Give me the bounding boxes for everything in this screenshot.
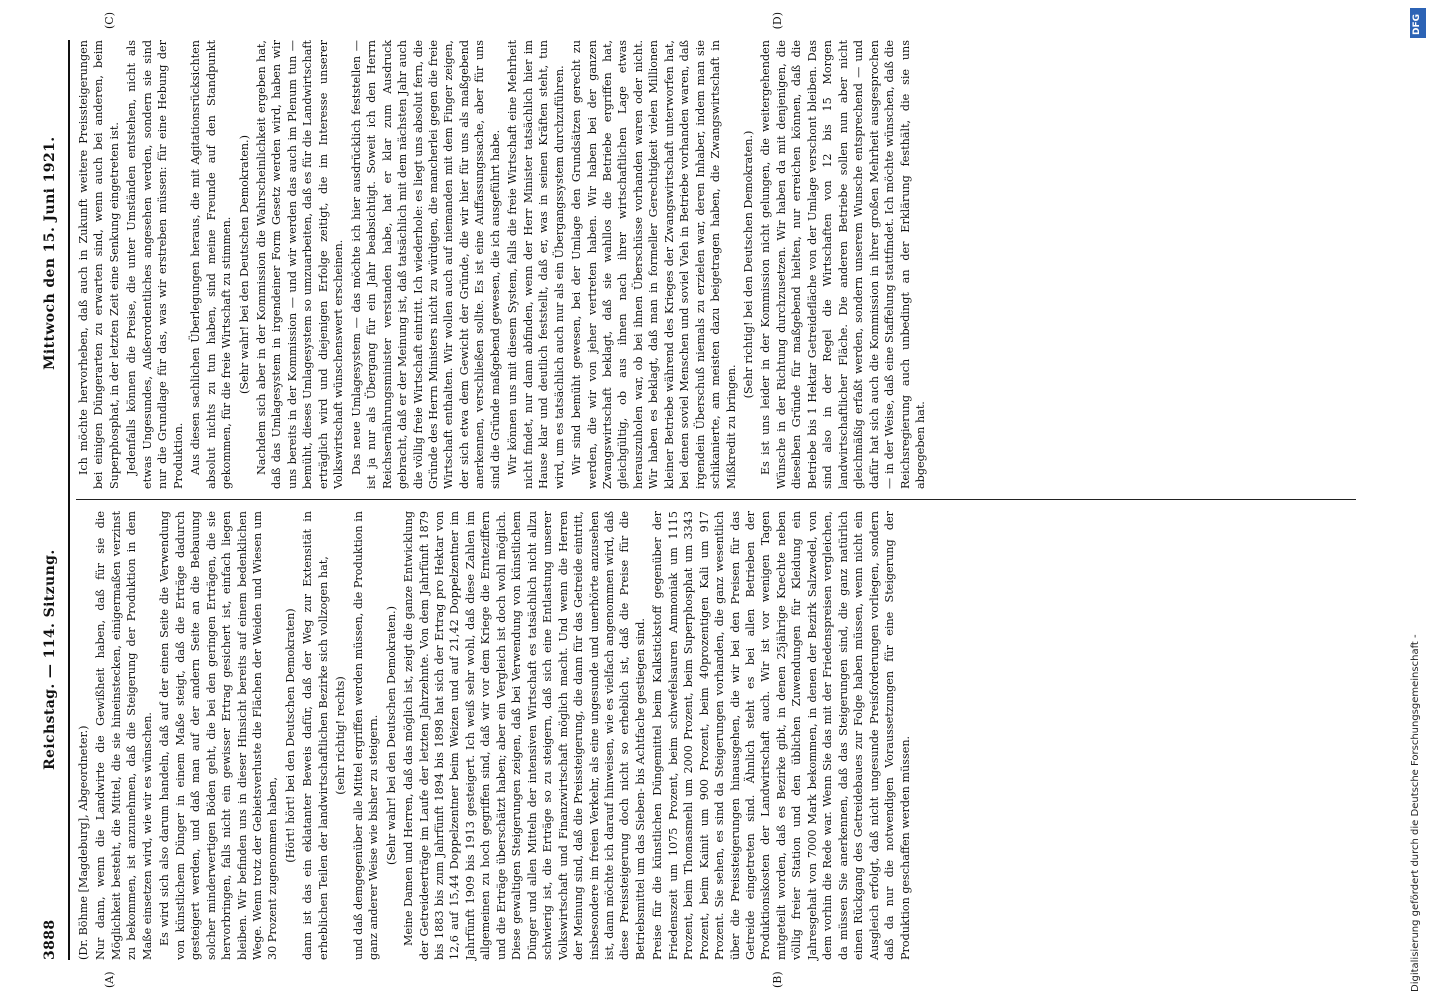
paragraph: Aus diesen sachlichen Überlegungen heraus, die mit Agitationsrücksichten absolut nichts zu tun haben, sind meine Freunde auf den Standpunkt gekommen, für die freie Wirtschaft zu stimmen. — [189, 40, 234, 489]
margin-marker-c: (C) — [103, 12, 116, 29]
left-column — [76, 511, 1356, 988]
digitization-credit — [1408, 8, 1430, 992]
interjection: (Sehr wahr! bei den Deutschen Demokraten.) — [237, 135, 251, 394]
paragraph: dann ist das ein eklatanter Beweis dafür, daß der Weg zur Extensität in erheblichen Teilen der landwirtschaftlichen Bezirke sich vollzogen hat, — [301, 511, 330, 960]
header-date: Mittwoch den 15. Juni 1921. — [42, 136, 58, 370]
paragraph: Wir sind bemüht gewesen, bei der Umlage den Grundsätzen gerecht zu werden, die wir von jeher vertreten haben. Wir haben bei der ganzen Zwangswirtschaft beklagt, daß sie wahllos die Betriebe ergriffen hat, gleichgültig, ob aus ihnen nach ihrer wirtschaftlichen Lage etwas herauszuholen war, ob bei ihnen Überschüsse vorhanden waren oder nicht. Wir haben es beklagt, daß man in formeller Gerechtigkeit vielen Millionen kleiner Betriebe während des Krieges der Zwangswirtschaft unterworfen hat, bei denen soviel Menschen und soviel Vieh in Betriebe vorhanden waren, daß irgendein Überschuß niemals zu erzielen war, deren Inhaber, indem man sie schikanierte, am meisten dazu beigetragen haben, die Zwangswirtschaft in Mißkredit zu bringen. — [570, 40, 738, 489]
credit-text: Digitalisierung gefördert durch die Deutsche Forschungsgemeinschaft - — [1410, 634, 1421, 992]
paragraph: Es wird sich also darum handeln, daß auf der einen Seite die Verwendung von künstlichem Dünger in einem Maße steigt, daß die Erträge dadurch gesteigert werden, und daß man auf der andern Seite an die Bebauung solcher minderwertigen Böden geht, die bei den geringen Erträgen, die sie hervorbringen, falls nicht ein gewisser Ertrag gesichert ist, einfach liegen bleiben. Wir befinden uns in dieser Hinsicht bereits auf einem bedenklichen Wege. Wenn trotz der Gebietsverluste die Flächen der Weiden und Wiesen um 30 Prozent zugenommen haben, — [158, 511, 280, 960]
margin-marker-b: (B) — [771, 971, 784, 988]
paragraph: Es ist uns leider in der Kommission nicht gelungen, die weitergehenden Wünsche in der Richtung durchzusetzen. Wir haben da mit denjenigen, die dieselben Gründe für maßgebend hielten, nur erreichen können, daß die Betriebe bis 1 Hektar Getreidefläche von der Umlage verschont bleiben. Das sind also in der Regel die Wirtschaften von 12 bis 15 Morgen landwirtschaftlicher Fläche. Die anderen Betriebe sollen nun aber nicht gleichmäßig erfaßt werden, sondern unserem Wunsche entsprechend — und dafür hat sich auch die Kommission in ihrer großen Mehrheit ausgesprochen — in der Weise, daß eine Staffelung stattfindet. Ich möchte wünschen, daß die Reichsregierung auch unbedingt an der Erklärung festhält, die sie uns abgegeben hat. — [759, 40, 928, 489]
interjection: (Sehr richtig! bei den Deutschen Demokraten.) — [742, 130, 756, 399]
speaker-line: (Dr. Böhme [Magdeburg], Abgeordneter.) — [77, 725, 90, 960]
header-rule — [68, 40, 70, 960]
paragraph: Meine Damen und Herren, daß das möglich ist, zeigt die ganze Entwicklung der Getreideerträge im Laufe der letzten Jahrzehnte. Von dem Jahrfünft 1879 bis 1883 bis zum Jahrfünft 1894 bis 1898 hat sich der Ertrag pro Hektar von 12,6 auf 15,44 Doppelzentner beim Weizen und auf 21,42 Doppelzentner im Jahrfünft 1909 bis 1913 gesteigert. Ich weiß sehr wohl, daß diese Zahlen im allgemeinen zu hoch gegriffen sind, daß wir vor dem Kriege die Ernteziffern und die Erträge überschätzt haben; aber ein Vergleich ist doch wohl möglich. Diese gewaltigen Steigerungen zeigen, daß bei Verwendung von künstlichem Dünger und allen Mitteln der intensiven Wirtschaft es tatsächlich nicht allzu schwierig ist, die Erträge so zu steigern, daß sich eine Entlastung unserer Volkswirtschaft und Finanzwirtschaft möglich macht. Und wenn die Herren der Meinung sind, daß die Preissteigerung, die dann für das Getreide eintritt, insbesondere im freien Verkehr, als eine ungesunde und unerhörte anzusehen ist, dann möchte ich darauf hinweisen, wie es vielfach angenommen wird, daß diese Preissteigerung doch nicht so erheblich ist, daß die Preise für die Betriebsmittel um das Sieben- bis Achtfache gestiegen sind. — [402, 511, 647, 960]
paragraph: und daß demgegenüber alle Mittel ergriffen werden müssen, die Produktion in ganz anderer Weise wie bisher zu steigern. — [351, 511, 381, 960]
page-header — [42, 40, 64, 960]
paragraph: Wir können uns mit diesem System, falls die freie Wirtschaft eine Mehrheit nicht findet, nur dann abfinden, wenn der Herr Minister tatsächlich hier im Hause klar und deutlich feststellt, daß er, was in seinen Kräften steht, tun wird, um es tatsächlich auch nur als ein Übergangssystem durchzuführen. — [506, 40, 566, 489]
dfg-logo-text: DFG — [1412, 13, 1422, 35]
paragraph: Preise für die künstlichen Düngemittel beim Kalkstickstoff gegenüber der Friedenszeit um 1075 Prozent, beim schwefelsauren Ammoniak um 1115 Prozent, beim Thomasmehl um 2000 Prozent, beim Superphosphat um 3343 Prozent, beim Kainit um 900 Prozent, beim 40prozentigen Kali um 917 Prozent. Sie sehen, es sind da Steigerungen vorhanden, die ganz wesentlich über die Preissteigerungen hinausgehen, die wir bei den Preisen für das Getreide eingetreten sind. Ähnlich steht es bei allen Betrieben der Produktionskosten der Landwirtschaft auch. Wir ist vor wenigen Tagen mitgeteilt worden, daß es Bezirke gibt, in denen 25jährige Knechte neben völlig freier Station und den üblichen Zuwendungen für Kleidung ein Jahresgehalt von 7000 Mark bekommen, in denen der Bezirk Salzwedel, von dem vorhin die Rede war. Wenn Sie das mit der Friedenspreisen vergleichen, da müssen Sie anerkennen, daß das Steigerungen sind, die ganz natürlich einen Rückgang des Getreidebaues zur Folge haben müssen, wenn nicht ein Ausgleich erfolgt, daß nicht ungesunde Preisforderungen vorliegen, sondern daß da nur die notwendigen Voraussetzungen für eine Steigerung der Produktion geschaffen werden müssen. — [651, 511, 912, 960]
column-divider — [76, 500, 1356, 501]
text-columns — [76, 12, 1356, 988]
paragraph: Nachdem sich aber in der Kommission die Wahrscheinlichkeit ergeben hat, daß das Umlagesystem in irgendeiner Form Gesetz werden wird, haben wir uns bereits in der Kommission — und wir werden das auch im Plenum tun — bemüht, dieses Umlagesystem so umzuarbeiten, daß es für die Landwirtschaft erträglich wird und diejenigen Erfolge zeitigt, die im Interesse unserer Volkswirtschaft wünschenswert erscheinen. — [254, 40, 346, 489]
interjection: (sehr richtig! rechts) — [334, 676, 348, 795]
interjection: (Hört! hört! bei den Deutschen Demokraten) — [283, 608, 297, 863]
paragraph: Nur dann, wenn die Landwirte die Gewißheit haben, daß für sie die Möglichkeit besteht, die Mittel, die sie hineinstecken, einigermaßen verzinst zu bekommen, ist anzunehmen, daß die Steigerung der Produktion in dem Maße einsetzen wird, wie wir es wünschen. — [94, 511, 154, 960]
right-column — [76, 12, 1356, 489]
paragraph: Das neue Umlagesystem — das möchte ich hier ausdrücklich feststellen — ist ja nur als Übergang für ein Jahr beabsichtigt. Soweit ich den Herrn Reichsernährungsminister verstanden habe, hat er klar zum Ausdruck gebracht, daß er der Meinung ist, daß tatsächlich mit dem nächsten Jahr auch die völlig freie Wirtschaft eintritt. Ich wiederhole: es liegt uns absolut fern, die Gründe des Herrn Ministers nicht zu würdigen, die mancherlei gegen die freie Wirtschaft enthalten. Wir wollen auch auf niemanden mit dem Finger zeigen, der sich etwa dem Gewicht der Gründe, die wir hier für uns als maßgebend anerkennen, verschließen sollte. Es ist eine Auffassungssache, aber für uns sind die Gründe maßgebend gewesen, die ich ausgeführt habe. — [349, 40, 502, 489]
page-number: 3888 — [42, 919, 58, 960]
header-session-title: Reichstag. — 114. Sitzung. — [42, 549, 58, 770]
margin-marker-a: (A) — [103, 971, 116, 988]
paragraph: Ich möchte hervorheben, daß auch in Zukunft weitere Preissteigerungen bei einigen Düngerarten zu erwarten sind, wenn auch bei anderen, beim Superphosphat, in der letzten Zeit eine Senkung eingetreten ist. — [77, 40, 121, 489]
dfg-logo — [1410, 8, 1426, 38]
margin-marker-d: (D) — [771, 12, 784, 30]
paragraph: Jedenfalls können die Preise, die unter Umständen entstehen, nicht als etwas Ungesundes, Außerordentliches angesehen werden, sondern sie sind nur die Grundlage für das, was wir erstreben müssen: für eine Hebung der Produktion. — [125, 40, 185, 489]
interjection: (Sehr wahr! bei den Deutschen Demokraten.) — [384, 606, 398, 865]
